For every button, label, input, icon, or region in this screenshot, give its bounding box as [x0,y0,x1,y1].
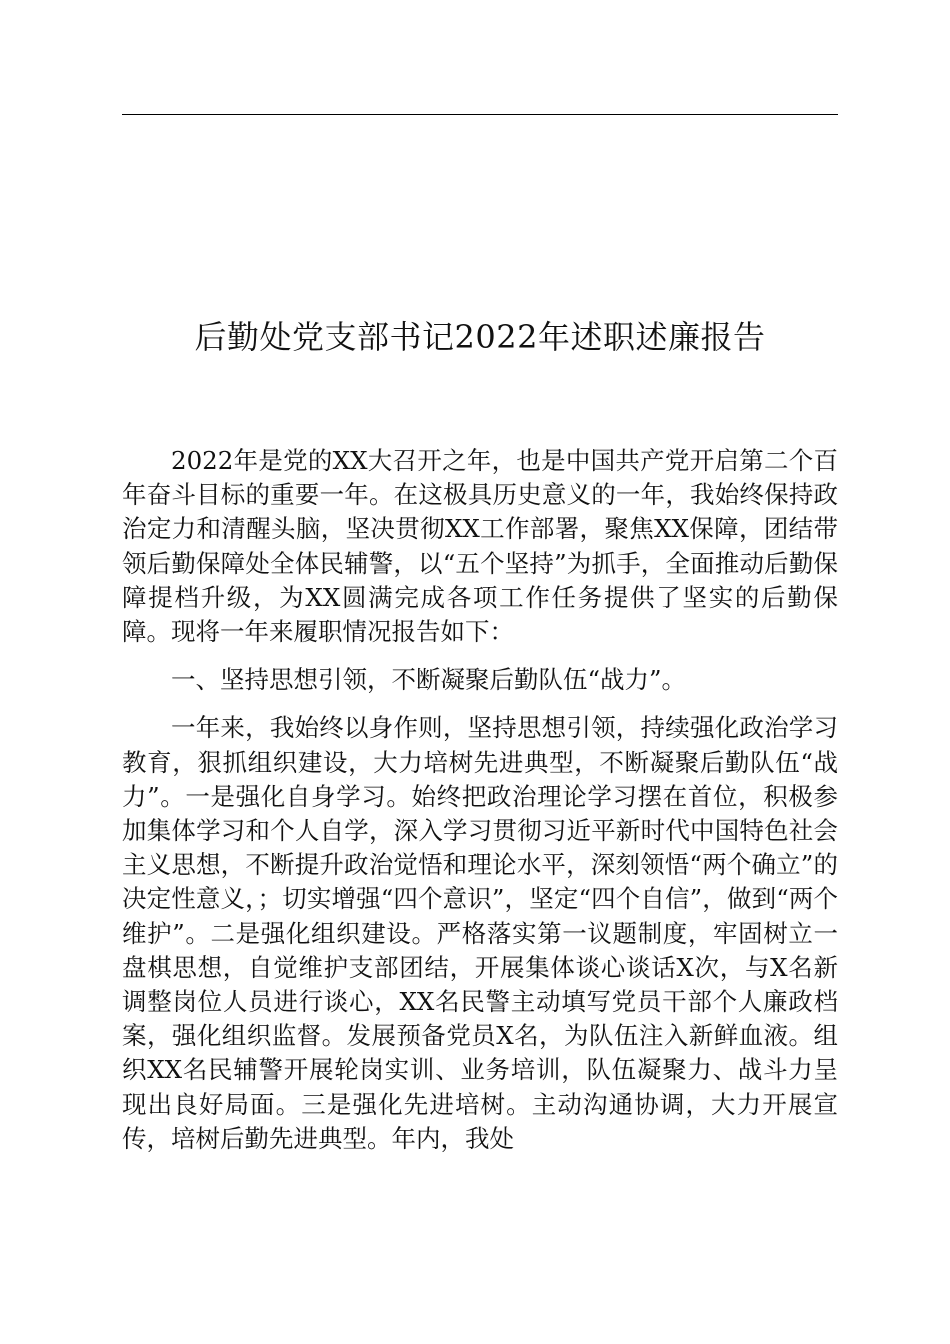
document-body [122,444,838,1156]
section-1-paragraph: 一年来，我始终以身作则，坚持思想引领，持续强化政治学习教育，狠抓组织建设，大力培树先进典型，不断凝聚后勤队伍“战力”。一是强化自身学习。始终把政治理论学习摆在首位，积极参加集体学习和个人自学，深入学习贯彻习近平新时代中国特色社会主义思想，不断提升政治觉悟和理论水平，深刻领悟“两个确立”的决定性意义，；切实增强“四个意识”，坚定“四个自信”，做到“两个维护”。二是强化组织建设。严格落实第一议题制度，牢固树立一盘棋思想，自觉维护支部团结，开展集体谈心谈话X次，与X名新调整岗位人员进行谈心，XX名民警主动填写党员干部个人廉政档案，强化组织监督。发展预备党员X名，为队伍注入新鲜血液。组织XX名民辅警开展轮岗实训、业务培训，队伍凝聚力、战斗力呈现出良好局面。三是强化先进培树。主动沟通协调，大力开展宣传，培树后勤先进典型。年内，我处 [122,713,838,1153]
intro-paragraph: 2022年是党的XX大召开之年，也是中国共产党开启第二个百年奋斗目标的重要一年。在这极具历史意义的一年，我始终保持政治定力和清醒头脑，坚决贯彻XX工作部署，聚焦XX保障，团结带领后勤保障处全体民辅警，以“五个坚持”为抓手，全面推动后勤保障提档升级，为XX圆满完成各项工作任务提供了坚实的后勤保障。现将一年来履职情况报告如下： [122,446,838,647]
section-heading-1: 一、坚持思想引领，不断凝聚后勤队伍“战力”。 [171,665,687,695]
document-title: 后勤处党支部书记2022年述职述廉报告 [194,318,766,356]
header-rule [122,114,838,115]
